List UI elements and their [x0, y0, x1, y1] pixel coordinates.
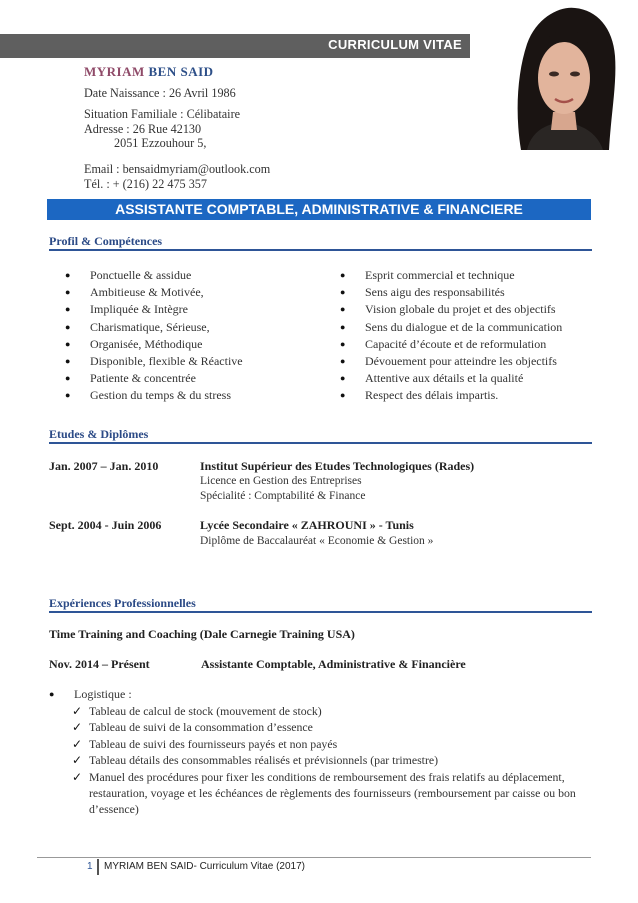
list-item: ● Attentive aux détails et la qualité	[340, 370, 562, 387]
task-list	[72, 703, 592, 818]
education-section-title: Etudes & Diplômes	[49, 427, 149, 441]
list-item: ● Gestion du temps & du stress	[65, 387, 243, 404]
list-item: ✓ Tableau de suivi des fournisseurs payés et non payés	[72, 736, 592, 752]
list-item: ● Patiente & concentrée	[65, 370, 243, 387]
education-detail: Spécialité : Comptabilité & Finance	[200, 490, 366, 502]
cv-banner-title: CURRICULUM VITAE	[328, 37, 462, 52]
section-divider	[49, 442, 592, 444]
list-item: ● Ponctuelle & assidue	[65, 267, 243, 284]
list-item: ✓ Manuel des procédures pour fixer les conditions de remboursement des frais relatifs au déplacement, restauration, voyage et les échéances de règlements des fournisseurs (remboursement par caisse ou bon d’essence)	[72, 769, 592, 818]
cv-banner	[0, 34, 470, 58]
list-item: ● Capacité d’écoute et de reformulation	[340, 336, 562, 353]
candidate-name	[84, 64, 214, 80]
education-detail: Diplôme de Baccalauréat « Economie & Gestion »	[200, 535, 434, 547]
footer-text: MYRIAM BEN SAID- Curriculum Vitae (2017)	[104, 861, 305, 872]
list-item: ● Sens du dialogue et de la communication	[340, 319, 562, 336]
list-item: ● Dévouement pour atteindre les objectifs	[340, 353, 562, 370]
list-item: ✓ Tableau de calcul de stock (mouvement de stock)	[72, 703, 592, 719]
page-number: 1	[87, 861, 93, 872]
list-item: ● Charismatique, Sérieuse,	[65, 319, 243, 336]
skills-list-right	[340, 267, 562, 405]
education-date: Jan. 2007 – Jan. 2010	[49, 459, 159, 473]
email: Email : bensaidmyriam@outlook.com	[84, 162, 271, 176]
experience-company: Time Training and Coaching (Dale Carnegie Training USA)	[49, 627, 355, 641]
education-institution: Lycée Secondaire « ZAHROUNI » - Tunis	[200, 518, 414, 532]
list-item: ● Disponible, flexible & Réactive	[65, 353, 243, 370]
footer-separator	[97, 859, 99, 875]
experience-role: Assistante Comptable, Administrative & Financière	[201, 657, 466, 671]
address-line-1: Adresse : 26 Rue 42130	[84, 122, 202, 136]
section-divider	[49, 249, 592, 251]
education-institution: Institut Supérieur des Etudes Technologiques (Rades)	[200, 459, 475, 473]
experience-period: Nov. 2014 – Présent	[49, 657, 150, 671]
list-item: ● Organisée, Méthodique	[65, 336, 243, 353]
education-detail: Licence en Gestion des Entreprises	[200, 475, 362, 487]
list-item: ✓ Tableau détails des consommables réalisés et prévisionnels (par trimestre)	[72, 752, 592, 768]
job-title-bar: ASSISTANTE COMPTABLE, ADMINISTRATIVE & FINANCIERE	[47, 199, 591, 220]
section-divider	[49, 611, 592, 613]
profile-section-title: Profil & Compétences	[49, 234, 163, 248]
list-item: ● Esprit commercial et technique	[340, 267, 562, 284]
address-line-2: 2051 Ezzouhour 5,	[114, 136, 207, 150]
list-item: ✓ Tableau de suivi de la consommation d’essence	[72, 719, 592, 735]
list-item: ● Respect des délais impartis.	[340, 387, 562, 404]
experience-area-list	[49, 686, 132, 703]
list-item: ● Logistique :	[49, 686, 132, 703]
portrait-photo	[505, 4, 622, 150]
footer-divider	[37, 857, 591, 858]
list-item: ● Ambitieuse & Motivée,	[65, 284, 243, 301]
phone: Tél. : + (216) 22 475 357	[84, 177, 207, 191]
experience-section-title: Expériences Professionnelles	[49, 596, 196, 610]
skills-list-left	[65, 267, 243, 405]
education-date: Sept. 2004 - Juin 2006	[49, 518, 162, 532]
list-item: ● Sens aigu des responsabilités	[340, 284, 562, 301]
list-item: ● Impliquée & Intègre	[65, 301, 243, 318]
last-name: BEN SAID	[148, 64, 214, 79]
list-item: ● Vision globale du projet et des objectifs	[340, 301, 562, 318]
first-name: MYRIAM	[84, 64, 145, 79]
family-status: Situation Familiale : Célibataire	[84, 107, 241, 121]
birth-date: Date Naissance : 26 Avril 1986	[84, 86, 236, 100]
